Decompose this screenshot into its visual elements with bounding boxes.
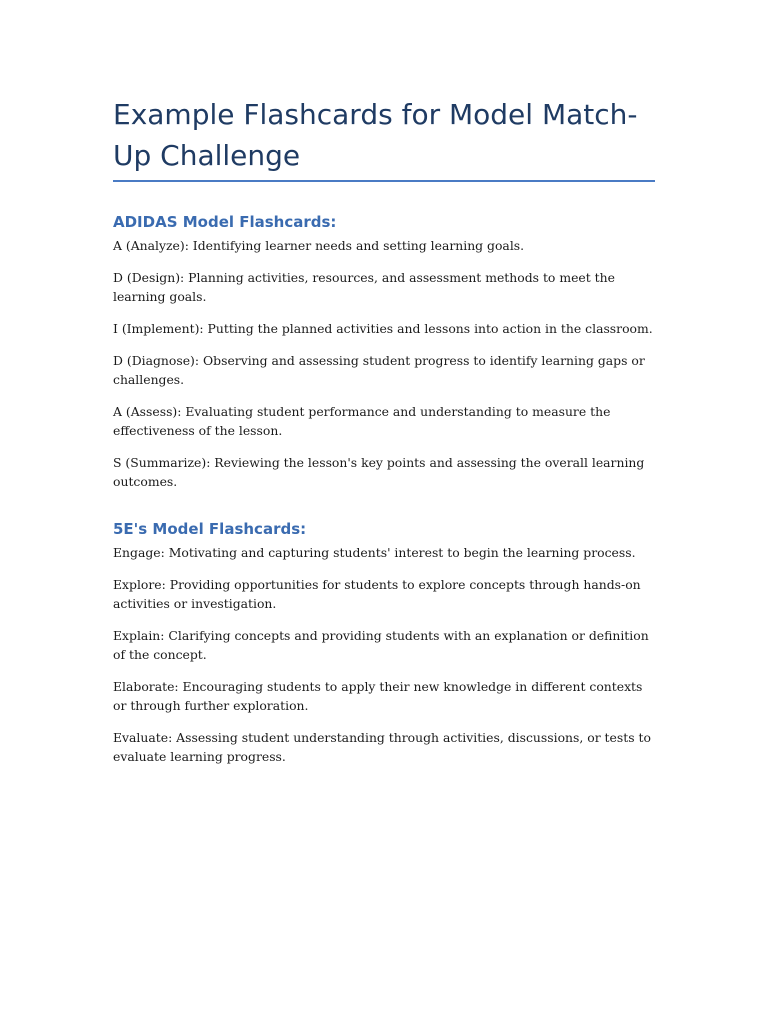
document-page — [113, 94, 655, 766]
section-adidas — [113, 212, 655, 491]
section-heading-5e: 5E's Model Flashcards: — [113, 520, 307, 538]
flashcard-elaborate: Elaborate: Encouraging students to apply their new knowledge in different contexts or through further exploration. — [113, 679, 643, 713]
flashcard-explore: Explore: Providing opportunities for students to explore concepts through hands-on activities or investigation. — [113, 577, 641, 611]
flashcard-explain: Explain: Clarifying concepts and providing students with an explanation or definition of the concept. — [113, 628, 649, 662]
flashcard-assess: A (Assess): Evaluating student performance and understanding to measure the effectiveness of the lesson. — [113, 404, 611, 438]
flashcard-implement: I (Implement): Putting the planned activities and lessons into action in the classroom. — [113, 321, 653, 336]
flashcard-design: D (Design): Planning activities, resources, and assessment methods to meet the learning goals. — [113, 270, 615, 304]
flashcard-diagnose: D (Diagnose): Observing and assessing student progress to identify learning gaps or challenges. — [113, 353, 645, 387]
section-5e — [113, 519, 655, 766]
flashcard-evaluate: Evaluate: Assessing student understanding through activities, discussions, or tests to evaluate learning progress. — [113, 730, 651, 764]
flashcard-engage: Engage: Motivating and capturing students' interest to begin the learning process. — [113, 545, 636, 560]
flashcard-summarize: S (Summarize): Reviewing the lesson's key points and assessing the overall learning outcomes. — [113, 455, 645, 489]
flashcard-analyze: A (Analyze): Identifying learner needs and setting learning goals. — [113, 238, 525, 253]
section-heading-adidas: ADIDAS Model Flashcards: — [113, 213, 337, 231]
document-title: Example Flashcards for Model Match-Up Challenge — [113, 94, 655, 182]
